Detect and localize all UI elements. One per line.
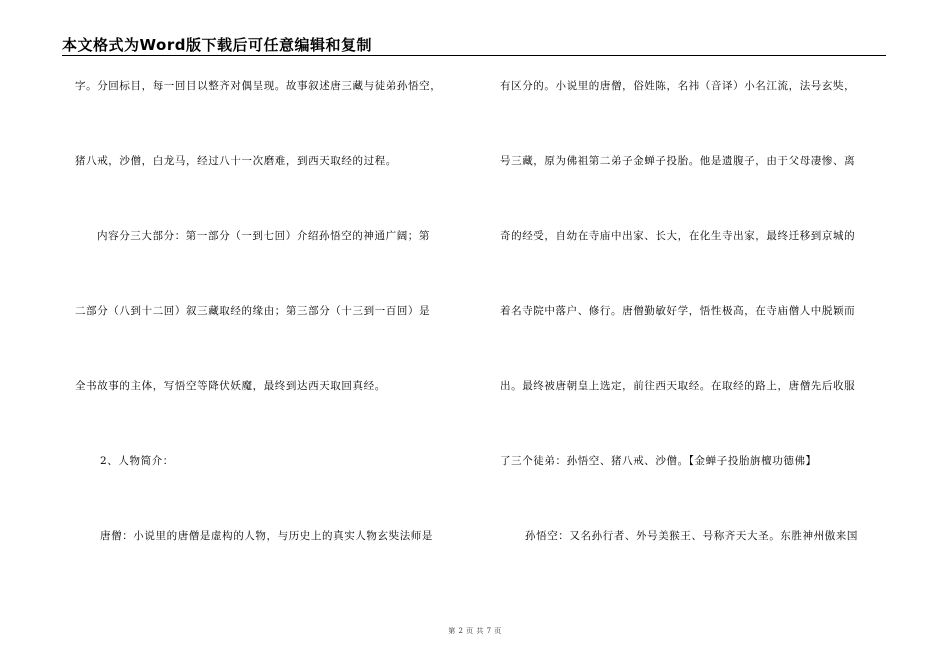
right-line-5: 出。最终被唐朝皇上选定，前往西天取经。在取经的路上，唐僧先后收服 — [500, 380, 856, 392]
right-line-6: 了三个徒弟：孙悟空、猪八戒、沙僧。【金蝉子投胎旃檀功德佛】 — [500, 455, 817, 467]
left-line-6: 2、人物简介： — [100, 455, 174, 467]
left-line-7: 唐僧：小说里的唐僧是虚构的人物，与历史上的真实人物玄奘法师是 — [100, 530, 433, 542]
header-divider — [62, 55, 886, 56]
left-line-5: 全书故事的主体，写悟空等降伏妖魔，最终到达西天取回真经。 — [75, 380, 386, 392]
left-line-3: 内容分三大部分：第一部分（一到七回）介绍孙悟空的神通广阔；第 — [97, 230, 430, 242]
left-line-2: 猪八戒，沙僧，白龙马，经过八十一次磨难，到西天取经的过程。 — [75, 155, 397, 167]
right-line-1: 有区分的。小说里的唐僧，俗姓陈，名祎（音译）小名江流，法号玄奘， — [500, 80, 856, 92]
left-line-4: 二部分（八到十二回）叙三藏取经的缘由；第三部分（十三到一百回）是 — [75, 305, 431, 317]
right-line-3: 奇的经受，自幼在寺庙中出家、长大，在化生寺出家，最终迁移到京城的 — [500, 230, 856, 242]
right-line-2: 号三藏，原为佛祖第二弟子金蝉子投胎。他是遗腹子，由于父母凄惨、离 — [500, 155, 856, 167]
left-line-1: 字。分回标目，每一回目以整齐对偶呈现。故事叙述唐三藏与徒弟孙悟空， — [75, 80, 442, 92]
page-number-footer: 第 2 页 共 7 页 — [448, 627, 502, 635]
document-header-title: 本文格式为Word版下载后可任意编辑和复制 — [62, 36, 372, 54]
right-line-4: 着名寺院中落户、修行。唐僧勤敏好学，悟性极高，在寺庙僧人中脱颖而 — [500, 305, 856, 317]
right-line-7: 孙悟空：又名孙行者、外号美猴王、号称齐天大圣。东胜神州傲来国 — [525, 530, 858, 542]
